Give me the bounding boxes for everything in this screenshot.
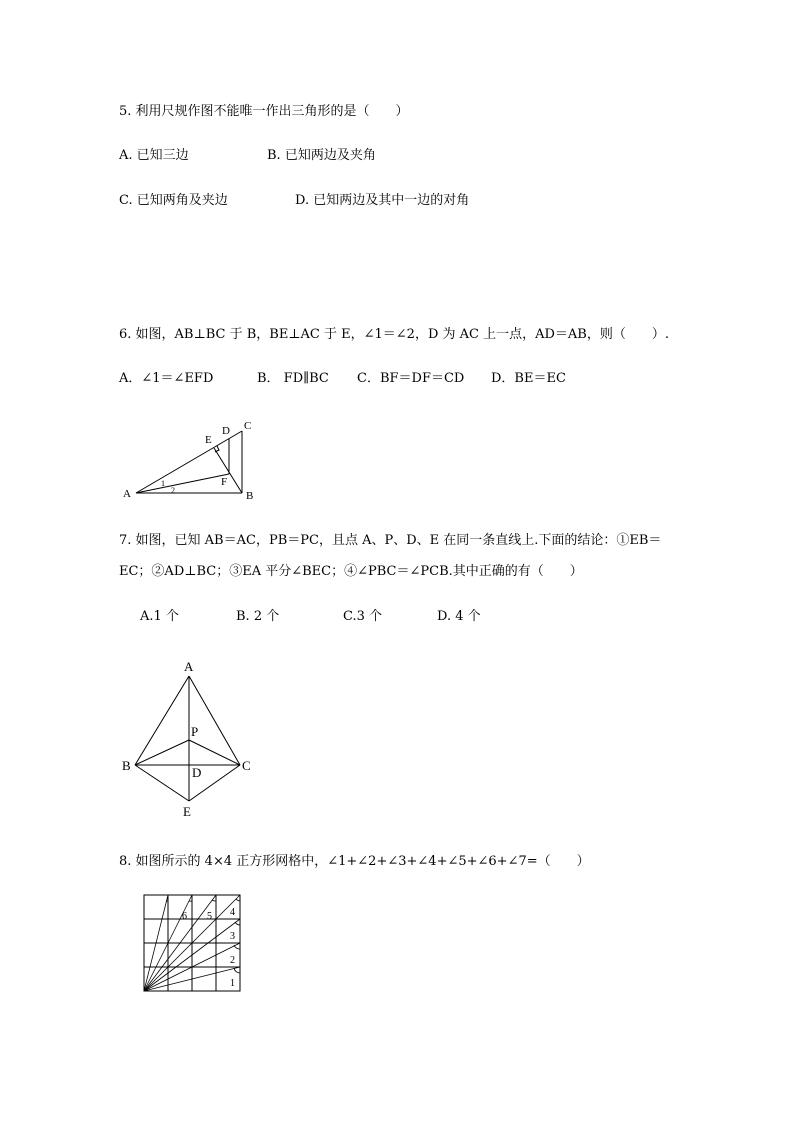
q7-figure (118, 655, 263, 823)
q5-option-a: A. 已知三边 (119, 148, 189, 163)
q6-label-b: B (246, 490, 254, 502)
q6-label-c: C (244, 420, 252, 432)
q8-arc-1 (234, 968, 240, 973)
q7-stem-line1: 7. 如图，已知 AB＝AC，PB＝PC，且点 A、P、D、E 在同一条直线上.下面的结论：①EB＝ (119, 533, 662, 548)
q8-angle-label-3: 3 (230, 931, 235, 942)
q7-label-d: D (192, 765, 202, 780)
q8-angle-label-1: 1 (230, 978, 235, 989)
q7-option-c: C.3 个 (343, 609, 383, 624)
q6-option-c: C．BF＝DF＝CD (357, 371, 465, 386)
q6-figure (118, 415, 268, 505)
q6-segment-be (214, 448, 242, 493)
q7-label-c: C (242, 758, 251, 773)
q5-option-b: B. 已知两边及夹角 (267, 148, 376, 163)
q8-grid-figure (138, 890, 248, 996)
q7-label-p: P (191, 724, 199, 739)
q7-option-b: B. 2 个 (236, 609, 280, 624)
q8-angle-label-5: 5 (207, 911, 212, 922)
q6-label-e: E (205, 434, 212, 446)
q8-stem: 8. 如图所示的 4×4 正方形网格中，∠1+∠2+∠3+∠4+∠5+∠6+∠7=（ ） (119, 854, 590, 869)
q7-option-d: D. 4 个 (437, 609, 481, 624)
q6-label-angle1: 1 (161, 479, 165, 488)
q8-angle-label-2: 2 (230, 955, 235, 966)
q6-option-a: A．∠1＝∠EFD (119, 371, 214, 386)
q6-label-a: A (123, 488, 131, 500)
q6-label-angle2: 2 (171, 486, 175, 495)
q6-option-d: D．BE＝EC (491, 371, 566, 386)
q8-arc-3 (235, 922, 240, 925)
q7-option-a: A.1 个 (140, 609, 179, 624)
q5-option-c: C. 已知两角及夹边 (119, 193, 228, 208)
q6-label-f: F (221, 476, 228, 488)
q8-arc-5 (212, 900, 216, 901)
q6-label-d: D (222, 425, 230, 437)
q7-segment-eb (135, 765, 189, 801)
q7-segment-ac (189, 676, 240, 765)
q6-option-b: B． FD∥BC (257, 371, 329, 386)
q8-arc-4 (236, 899, 240, 901)
q8-angle-label-6: 6 (182, 911, 187, 922)
q6-segment-af (136, 474, 229, 493)
q7-label-b: B (122, 758, 131, 773)
q5-stem: 5. 利用尺规作图不能唯一作出三角形的是（ ） (119, 104, 409, 119)
q7-label-a: A (184, 659, 194, 674)
q7-stem-line2: EC；②AD⊥BC；③EA 平分∠BEC；④∠PBC＝∠PCB.其中正确的有（ ） (119, 564, 583, 579)
q7-label-e: E (183, 804, 191, 819)
q5-option-d: D. 已知两边及其中一边的对角 (295, 193, 470, 208)
q7-segment-ab (135, 676, 189, 765)
q6-stem: 6. 如图，AB⊥BC 于 B，BE⊥AC 于 E，∠1＝∠2，D 为 AC 上一点，AD＝AB，则（ ）. (119, 327, 669, 342)
q8-angle-label-4: 4 (230, 907, 235, 918)
